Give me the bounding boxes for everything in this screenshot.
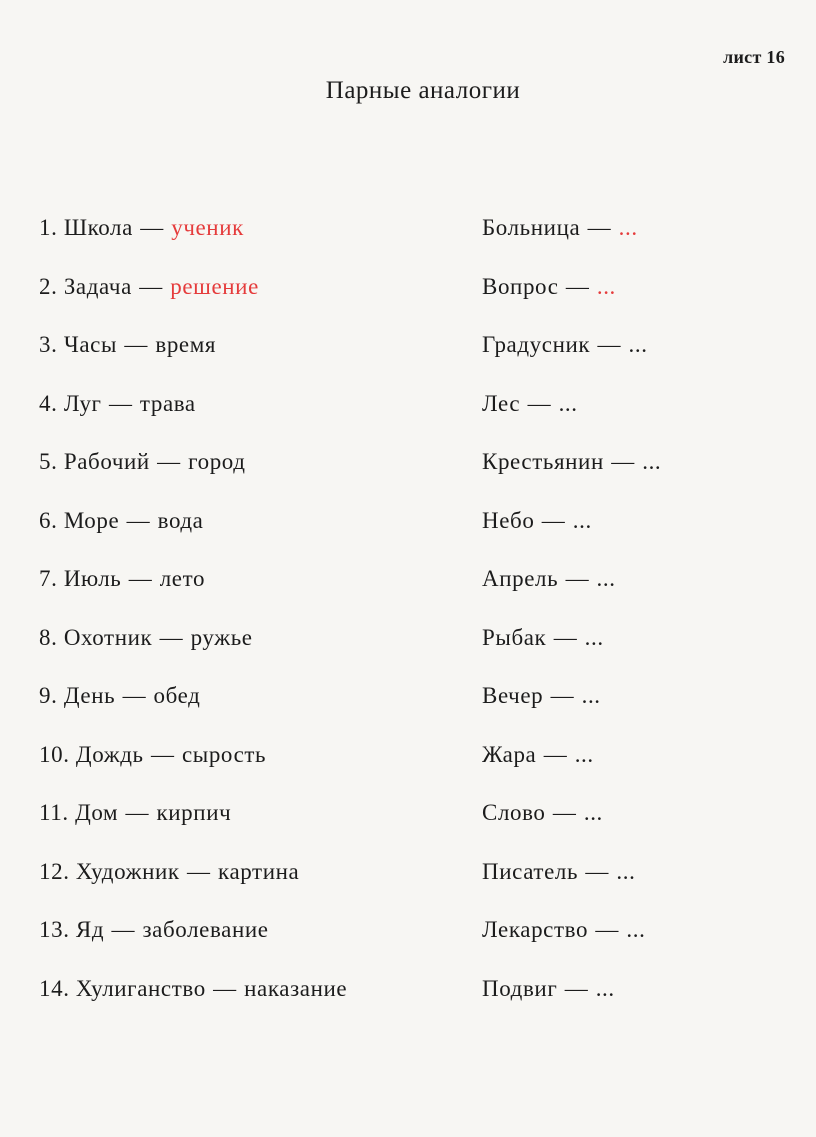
item-number: 12. — [39, 858, 70, 884]
sheet-number: лист 16 — [723, 47, 785, 67]
analogy-row — [0, 444, 816, 503]
right-word: Вечер — [482, 683, 544, 708]
analogy-row — [0, 795, 816, 854]
left-word: Хулиганство — [75, 975, 206, 1001]
dash: — — [565, 566, 590, 591]
dash: — — [187, 858, 211, 884]
dash: — — [565, 273, 590, 299]
right-word: Небо — [482, 507, 535, 533]
analogy-row — [0, 854, 816, 913]
right-blank: ... — [595, 975, 615, 1001]
dash: — — [124, 332, 148, 357]
left-word: Море — [63, 507, 120, 533]
dash: — — [585, 858, 610, 884]
analogy-pair-right — [482, 912, 645, 948]
left-word: Июль — [63, 566, 122, 591]
left-answer: город — [188, 449, 246, 474]
analogy-pair-left — [39, 561, 205, 597]
left-answer: ученик — [171, 215, 244, 240]
left-answer: наказание — [244, 975, 348, 1001]
analogy-pair-right — [482, 620, 604, 656]
dash: — — [150, 741, 175, 767]
left-word: Яд — [75, 917, 105, 942]
left-answer: обед — [153, 683, 201, 708]
left-word: Луг — [63, 390, 102, 416]
right-blank: ... — [583, 800, 603, 825]
item-number: 6. — [39, 507, 58, 533]
analogy-pair-right — [482, 503, 592, 539]
right-word: Лекарство — [482, 917, 589, 942]
dash: — — [543, 741, 568, 767]
analogies-list — [0, 210, 816, 1029]
right-word: Апрель — [482, 566, 559, 591]
dash: — — [122, 683, 147, 708]
analogy-pair-right — [482, 561, 616, 597]
analogy-row — [0, 503, 816, 562]
left-answer: время — [155, 332, 217, 357]
right-word: Слово — [482, 800, 546, 825]
item-number: 2. — [39, 273, 58, 299]
left-answer: кирпич — [156, 800, 232, 825]
left-word: Школа — [63, 215, 133, 240]
dash: — — [140, 215, 164, 240]
item-number: 14. — [39, 975, 70, 1001]
dash: — — [552, 800, 577, 825]
item-number: 13. — [39, 917, 70, 942]
left-answer: ружье — [190, 624, 253, 650]
analogy-pair-right — [482, 210, 638, 246]
dash: — — [587, 215, 612, 240]
analogy-pair-left — [39, 386, 196, 422]
dash: — — [611, 449, 635, 474]
analogy-pair-right — [482, 269, 616, 305]
dash: — — [564, 975, 589, 1001]
left-word: Часы — [63, 332, 118, 357]
right-blank: ... — [626, 917, 646, 942]
dash: — — [108, 390, 133, 416]
analogy-pair-left — [39, 210, 244, 246]
item-number: 7. — [39, 566, 58, 591]
analogy-pair-right — [482, 795, 603, 831]
dash: — — [213, 975, 237, 1001]
right-word: Писатель — [482, 858, 579, 884]
analogy-row — [0, 620, 816, 679]
left-answer: лето — [159, 566, 206, 591]
analogy-row — [0, 912, 816, 971]
left-answer: трава — [139, 390, 196, 416]
analogy-row — [0, 327, 816, 386]
analogy-row — [0, 971, 816, 1030]
dash: — — [541, 507, 566, 533]
analogy-pair-left — [39, 620, 253, 656]
analogy-pair-right — [482, 444, 661, 480]
analogy-pair-left — [39, 737, 266, 773]
analogy-pair-right — [482, 327, 648, 363]
item-number: 11. — [39, 800, 69, 825]
analogy-pair-left — [39, 678, 200, 714]
analogy-pair-right — [482, 678, 601, 714]
item-number: 5. — [39, 449, 58, 474]
dash: — — [550, 683, 575, 708]
right-blank: ... — [581, 683, 601, 708]
analogy-row — [0, 737, 816, 796]
item-number: 4. — [39, 390, 58, 416]
dash: — — [597, 332, 622, 357]
right-blank: ... — [642, 449, 662, 474]
analogy-pair-left — [39, 854, 299, 890]
left-word: Охотник — [63, 624, 153, 650]
left-answer: заболевание — [142, 917, 269, 942]
analogy-pair-right — [482, 854, 635, 890]
left-word: Дождь — [75, 741, 144, 767]
right-word: Крестьянин — [482, 449, 604, 474]
right-word: Жара — [482, 741, 537, 767]
right-blank: ... — [572, 507, 592, 533]
analogy-row — [0, 386, 816, 445]
left-answer: сырость — [181, 741, 267, 767]
dash: — — [125, 800, 150, 825]
item-number: 9. — [39, 683, 58, 708]
analogy-pair-left — [39, 795, 231, 831]
analogy-row — [0, 561, 816, 620]
right-blank: ... — [596, 273, 616, 299]
right-blank: ... — [616, 858, 636, 884]
analogy-pair-left — [39, 503, 204, 539]
analogy-pair-left — [39, 971, 347, 1007]
analogy-pair-right — [482, 737, 594, 773]
right-word: Лес — [482, 390, 521, 416]
left-word: Рабочий — [63, 449, 150, 474]
dash: — — [126, 507, 151, 533]
item-number: 8. — [39, 624, 58, 650]
right-blank: ... — [628, 332, 648, 357]
right-word: Больница — [482, 215, 581, 240]
page-title: Парные аналогии — [325, 77, 521, 104]
right-word: Вопрос — [482, 273, 559, 299]
left-answer: картина — [218, 858, 300, 884]
dash: — — [157, 449, 181, 474]
right-blank: ... — [618, 215, 638, 240]
right-word: Градусник — [482, 332, 591, 357]
right-blank: ... — [596, 566, 616, 591]
right-word: Рыбак — [482, 624, 547, 650]
dash: — — [139, 273, 163, 299]
item-number: 10. — [39, 741, 70, 767]
analogy-pair-left — [39, 444, 246, 480]
right-blank: ... — [584, 624, 604, 650]
analogy-pair-left — [39, 327, 216, 363]
left-word: Художник — [75, 858, 180, 884]
dash: — — [111, 917, 136, 942]
dash: — — [128, 566, 153, 591]
item-number: 3. — [39, 332, 58, 357]
dash: — — [159, 624, 184, 650]
analogy-pair-left — [39, 269, 259, 305]
right-word: Подвиг — [482, 975, 558, 1001]
analogy-row — [0, 269, 816, 328]
dash: — — [595, 917, 620, 942]
analogy-pair-right — [482, 386, 578, 422]
left-word: Задача — [63, 273, 132, 299]
right-blank: ... — [574, 741, 594, 767]
item-number: 1. — [39, 215, 58, 240]
left-word: Дом — [75, 800, 119, 825]
left-word: День — [63, 683, 116, 708]
dash: — — [527, 390, 552, 416]
right-blank: ... — [558, 390, 578, 416]
analogy-row — [0, 210, 816, 269]
analogy-pair-left — [39, 912, 269, 948]
dash: — — [553, 624, 578, 650]
left-answer: вода — [157, 507, 204, 533]
analogy-pair-right — [482, 971, 615, 1007]
left-answer: решение — [170, 273, 259, 299]
analogy-row — [0, 678, 816, 737]
